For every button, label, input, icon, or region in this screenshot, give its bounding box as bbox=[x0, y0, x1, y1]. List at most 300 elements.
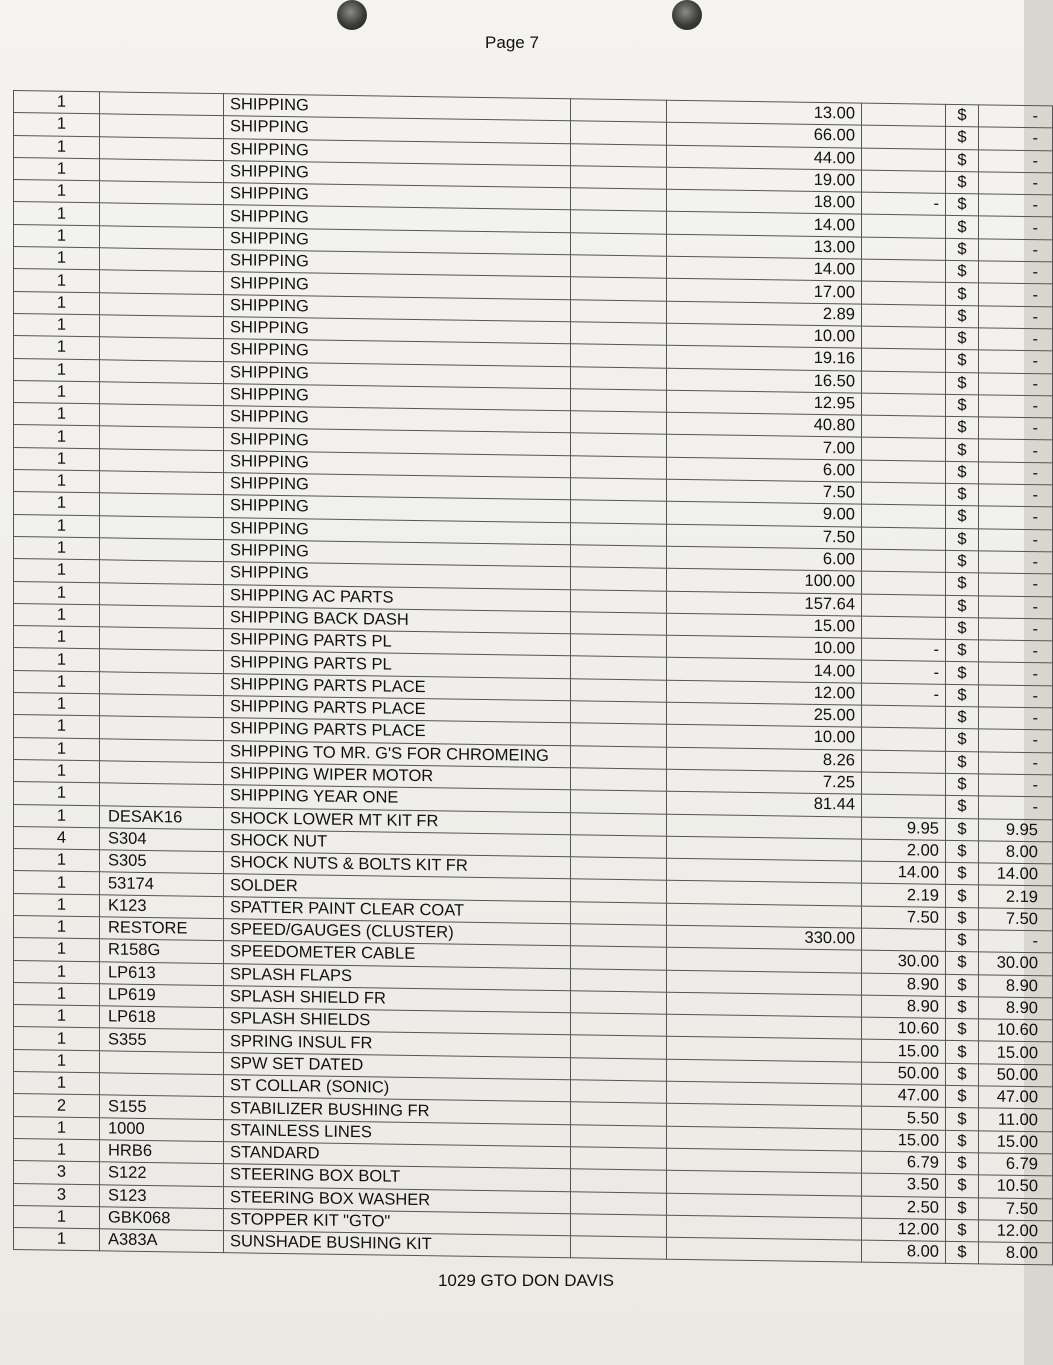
binder-hole-left bbox=[337, 0, 367, 30]
part-number-cell bbox=[100, 337, 224, 361]
currency-cell: $ bbox=[946, 974, 979, 997]
extended-price-cell: - bbox=[979, 662, 1053, 685]
parts-table bbox=[13, 90, 1053, 1266]
currency-cell: $ bbox=[946, 1152, 979, 1175]
extended-price-cell: - bbox=[979, 729, 1053, 752]
spacer-cell bbox=[571, 1214, 667, 1238]
quantity-cell: 1 bbox=[14, 1138, 100, 1162]
unit-price-cell bbox=[862, 527, 946, 551]
currency-cell: $ bbox=[946, 1041, 979, 1064]
part-number-cell bbox=[100, 1073, 224, 1097]
extended-price-cell: - bbox=[979, 261, 1053, 284]
quantity-cell: 1 bbox=[14, 447, 100, 471]
spacer-cell bbox=[571, 835, 667, 859]
part-number-cell bbox=[100, 672, 224, 696]
spacer-cell bbox=[571, 433, 667, 457]
estimate-cell bbox=[667, 1193, 862, 1218]
quantity-cell: 1 bbox=[14, 1027, 100, 1051]
estimate-cell bbox=[667, 814, 862, 839]
currency-cell: $ bbox=[946, 1219, 979, 1242]
currency-cell: $ bbox=[946, 194, 979, 217]
part-number-cell bbox=[100, 292, 224, 316]
currency-cell: $ bbox=[946, 1063, 979, 1086]
currency-cell: $ bbox=[946, 662, 979, 685]
extended-price-cell: 15.00 bbox=[979, 1041, 1053, 1064]
quantity-cell: 1 bbox=[14, 247, 100, 271]
extended-price-cell: - bbox=[979, 305, 1053, 328]
part-number-cell bbox=[100, 270, 224, 294]
spacer-cell bbox=[571, 879, 667, 903]
extended-price-cell: - bbox=[979, 484, 1053, 507]
quantity-cell: 1 bbox=[14, 759, 100, 783]
currency-cell: $ bbox=[946, 1019, 979, 1042]
part-number-cell: S122 bbox=[100, 1162, 224, 1186]
description-cell: SHIPPING YEAR ONE bbox=[224, 785, 571, 812]
extended-price-cell: 8.00 bbox=[979, 1242, 1053, 1265]
currency-cell: $ bbox=[946, 171, 979, 194]
spacer-cell bbox=[571, 389, 667, 413]
description-cell: SPLASH SHIELD FR bbox=[224, 985, 571, 1012]
part-number-cell bbox=[100, 560, 224, 584]
description-cell: SHOCK NUTS & BOLTS KIT FR bbox=[224, 852, 571, 879]
part-number-cell bbox=[100, 493, 224, 517]
unit-price-cell bbox=[862, 215, 946, 239]
estimate-cell: 100.00 bbox=[667, 568, 862, 593]
unit-price-cell: 8.90 bbox=[862, 995, 946, 1019]
extended-price-cell: - bbox=[979, 551, 1053, 574]
extended-price-cell: - bbox=[979, 506, 1053, 529]
extended-price-cell: - bbox=[979, 350, 1053, 373]
quantity-cell: 1 bbox=[14, 1049, 100, 1073]
extended-price-cell: - bbox=[979, 372, 1053, 395]
unit-price-cell bbox=[862, 348, 946, 372]
unit-price-cell bbox=[862, 705, 946, 729]
quantity-cell: 1 bbox=[14, 403, 100, 427]
extended-price-cell: 7.50 bbox=[979, 908, 1053, 931]
spacer-cell bbox=[571, 723, 667, 747]
estimate-cell: 14.00 bbox=[667, 212, 862, 237]
extended-price-cell: 9.95 bbox=[979, 818, 1053, 841]
extended-price-cell: - bbox=[979, 462, 1053, 485]
part-number-cell: S305 bbox=[100, 850, 224, 874]
description-cell: SPW SET DATED bbox=[224, 1052, 571, 1079]
currency-cell: $ bbox=[946, 238, 979, 261]
description-cell: SHIPPING bbox=[224, 205, 571, 232]
estimate-cell: 12.00 bbox=[667, 680, 862, 705]
extended-price-cell: - bbox=[979, 573, 1053, 596]
quantity-cell: 1 bbox=[14, 1205, 100, 1229]
extended-price-cell: 10.50 bbox=[979, 1175, 1053, 1198]
estimate-cell: 25.00 bbox=[667, 702, 862, 727]
spacer-cell bbox=[571, 589, 667, 613]
description-cell: SHIPPING PARTS PL bbox=[224, 629, 571, 656]
currency-cell: $ bbox=[946, 283, 979, 306]
estimate-cell bbox=[667, 1126, 862, 1151]
spacer-cell bbox=[571, 545, 667, 569]
extended-price-cell: - bbox=[979, 595, 1053, 618]
spacer-cell bbox=[571, 768, 667, 792]
currency-cell: $ bbox=[946, 506, 979, 529]
estimate-cell bbox=[667, 1037, 862, 1062]
extended-price-cell: - bbox=[979, 395, 1053, 418]
part-number-cell: A383A bbox=[100, 1229, 224, 1253]
unit-price-cell: - bbox=[862, 192, 946, 216]
currency-cell: $ bbox=[946, 1108, 979, 1131]
estimate-cell bbox=[667, 1014, 862, 1039]
quantity-cell: 1 bbox=[14, 358, 100, 382]
unit-price-cell: - bbox=[862, 661, 946, 685]
unit-price-cell bbox=[862, 148, 946, 172]
part-number-cell bbox=[100, 92, 224, 116]
extended-price-cell: 14.00 bbox=[979, 863, 1053, 886]
description-cell: SHOCK NUT bbox=[224, 829, 571, 856]
currency-cell: $ bbox=[946, 305, 979, 328]
quantity-cell: 1 bbox=[14, 1072, 100, 1096]
currency-cell: $ bbox=[946, 1085, 979, 1108]
currency-cell: $ bbox=[946, 862, 979, 885]
estimate-cell: 8.26 bbox=[667, 747, 862, 772]
spacer-cell bbox=[571, 901, 667, 925]
estimate-cell bbox=[667, 1104, 862, 1129]
description-cell: SHIPPING bbox=[224, 339, 571, 366]
unit-price-cell: 5.50 bbox=[862, 1106, 946, 1130]
description-cell: SHIPPING bbox=[224, 473, 571, 500]
quantity-cell: 1 bbox=[14, 737, 100, 761]
unit-price-cell: - bbox=[862, 638, 946, 662]
unit-price-cell bbox=[862, 616, 946, 640]
spacer-cell bbox=[571, 456, 667, 480]
extended-price-cell: - bbox=[979, 105, 1053, 128]
currency-cell: $ bbox=[946, 394, 979, 417]
extended-price-cell: - bbox=[979, 149, 1053, 172]
currency-cell: $ bbox=[946, 885, 979, 908]
extended-price-cell: - bbox=[979, 751, 1053, 774]
currency-cell: $ bbox=[946, 550, 979, 573]
extended-price-cell: - bbox=[979, 328, 1053, 351]
unit-price-cell bbox=[862, 259, 946, 283]
currency-cell: $ bbox=[946, 751, 979, 774]
estimate-cell: 10.00 bbox=[667, 725, 862, 750]
part-number-cell bbox=[100, 515, 224, 539]
spacer-cell bbox=[571, 1080, 667, 1104]
spacer-cell bbox=[571, 411, 667, 435]
estimate-cell: 13.00 bbox=[667, 100, 862, 125]
extended-price-cell: 7.50 bbox=[979, 1197, 1053, 1220]
description-cell: SHIPPING bbox=[224, 294, 571, 321]
part-number-cell: S304 bbox=[100, 828, 224, 852]
description-cell: SHIPPING bbox=[224, 183, 571, 210]
description-cell: SHIPPING bbox=[224, 450, 571, 477]
extended-price-cell: 50.00 bbox=[979, 1064, 1053, 1087]
unit-price-cell: 14.00 bbox=[862, 861, 946, 885]
part-number-cell bbox=[100, 627, 224, 651]
estimate-cell: 7.50 bbox=[667, 479, 862, 504]
description-cell: SPLASH SHIELDS bbox=[224, 1008, 571, 1035]
part-number-cell bbox=[100, 248, 224, 272]
estimate-cell bbox=[667, 836, 862, 861]
unit-price-cell: 12.00 bbox=[862, 1218, 946, 1242]
unit-price-cell: 15.00 bbox=[862, 1040, 946, 1064]
spacer-cell bbox=[571, 255, 667, 279]
part-number-cell bbox=[100, 649, 224, 673]
estimate-cell: 6.00 bbox=[667, 457, 862, 482]
estimate-cell: 10.00 bbox=[667, 323, 862, 348]
description-cell: STABILIZER BUSHING FR bbox=[224, 1097, 571, 1124]
unit-price-cell: 2.00 bbox=[862, 839, 946, 863]
spacer-cell bbox=[571, 188, 667, 212]
estimate-cell bbox=[667, 1215, 862, 1240]
quantity-cell: 1 bbox=[14, 626, 100, 650]
currency-cell: $ bbox=[946, 729, 979, 752]
unit-price-cell: 7.50 bbox=[862, 906, 946, 930]
footer-label: 1029 GTO DON DAVIS bbox=[437, 1271, 615, 1290]
description-cell: SHIPPING bbox=[224, 383, 571, 410]
binder-hole-right bbox=[672, 0, 702, 30]
part-number-cell bbox=[100, 449, 224, 473]
description-cell: STANDARD bbox=[224, 1142, 571, 1169]
description-cell: SPATTER PAINT CLEAR COAT bbox=[224, 896, 571, 923]
estimate-cell: 44.00 bbox=[667, 145, 862, 170]
description-cell: SHIPPING bbox=[224, 562, 571, 589]
description-cell: SHIPPING bbox=[224, 161, 571, 188]
description-cell: SHIPPING bbox=[224, 317, 571, 344]
description-cell: SHIPPING bbox=[224, 250, 571, 277]
spacer-cell bbox=[571, 99, 667, 123]
estimate-cell: 14.00 bbox=[667, 658, 862, 683]
unit-price-cell: - bbox=[862, 683, 946, 707]
description-cell: SHIPPING BACK DASH bbox=[224, 606, 571, 633]
description-cell: SPEEDOMETER CABLE bbox=[224, 941, 571, 968]
spacer-cell bbox=[571, 1102, 667, 1126]
unit-price-cell bbox=[862, 504, 946, 528]
part-number-cell: 53174 bbox=[100, 872, 224, 896]
unit-price-cell bbox=[862, 750, 946, 774]
description-cell: SUNSHADE BUSHING KIT bbox=[224, 1231, 571, 1258]
extended-price-cell: - bbox=[979, 127, 1053, 150]
extended-price-cell: - bbox=[979, 283, 1053, 306]
description-cell: SHIPPING WIPER MOTOR bbox=[224, 763, 571, 790]
unit-price-cell bbox=[862, 371, 946, 395]
extended-price-cell: - bbox=[979, 417, 1053, 440]
description-cell: STEERING BOX WASHER bbox=[224, 1186, 571, 1213]
unit-price-cell: 9.95 bbox=[862, 817, 946, 841]
unit-price-cell: 47.00 bbox=[862, 1084, 946, 1108]
extended-price-cell: - bbox=[979, 685, 1053, 708]
currency-cell: $ bbox=[946, 127, 979, 150]
part-number-cell bbox=[100, 114, 224, 138]
part-number-cell bbox=[100, 382, 224, 406]
estimate-cell bbox=[667, 858, 862, 883]
part-number-cell: LP619 bbox=[100, 984, 224, 1008]
unit-price-cell bbox=[862, 549, 946, 573]
unit-price-cell: 8.00 bbox=[862, 1240, 946, 1264]
extended-price-cell: 47.00 bbox=[979, 1086, 1053, 1109]
part-number-cell bbox=[100, 471, 224, 495]
estimate-cell: 6.00 bbox=[667, 546, 862, 571]
currency-cell: $ bbox=[946, 818, 979, 841]
part-number-cell bbox=[100, 136, 224, 160]
quantity-cell: 1 bbox=[14, 559, 100, 583]
currency-cell: $ bbox=[946, 573, 979, 596]
currency-cell: $ bbox=[946, 260, 979, 283]
part-number-cell bbox=[100, 605, 224, 629]
unit-price-cell bbox=[862, 482, 946, 506]
quantity-cell: 1 bbox=[14, 915, 100, 939]
part-number-cell bbox=[100, 716, 224, 740]
quantity-cell: 1 bbox=[14, 715, 100, 739]
description-cell: STAINLESS LINES bbox=[224, 1119, 571, 1146]
unit-price-cell bbox=[862, 727, 946, 751]
unit-price-cell bbox=[862, 326, 946, 350]
description-cell: SPRING INSUL FR bbox=[224, 1030, 571, 1057]
currency-cell: $ bbox=[946, 617, 979, 640]
part-number-cell: S155 bbox=[100, 1095, 224, 1119]
part-number-cell bbox=[100, 359, 224, 383]
estimate-cell: 17.00 bbox=[667, 279, 862, 304]
part-number-cell bbox=[100, 738, 224, 762]
currency-cell: $ bbox=[946, 639, 979, 662]
estimate-cell bbox=[667, 1059, 862, 1084]
spacer-cell bbox=[571, 299, 667, 323]
description-cell: SHIPPING AC PARTS bbox=[224, 584, 571, 611]
part-number-cell bbox=[100, 315, 224, 339]
estimate-cell: 7.50 bbox=[667, 524, 862, 549]
spacer-cell bbox=[571, 567, 667, 591]
estimate-cell bbox=[667, 992, 862, 1017]
spacer-cell bbox=[571, 701, 667, 725]
description-cell: SPEED/GAUGES (CLUSTER) bbox=[224, 919, 571, 946]
unit-price-cell bbox=[862, 438, 946, 462]
part-number-cell bbox=[100, 226, 224, 250]
spacer-cell bbox=[571, 1013, 667, 1037]
spacer-cell bbox=[571, 1058, 667, 1082]
spacer-cell bbox=[571, 812, 667, 836]
part-number-cell bbox=[100, 203, 224, 227]
quantity-cell: 1 bbox=[14, 871, 100, 895]
estimate-cell bbox=[667, 1237, 862, 1262]
currency-cell: $ bbox=[946, 372, 979, 395]
estimate-cell: 7.00 bbox=[667, 435, 862, 460]
estimate-cell: 81.44 bbox=[667, 791, 862, 816]
quantity-cell: 1 bbox=[14, 180, 100, 204]
part-number-cell bbox=[100, 1051, 224, 1075]
spacer-cell bbox=[571, 1035, 667, 1059]
currency-cell: $ bbox=[946, 350, 979, 373]
spacer-cell bbox=[571, 1236, 667, 1260]
description-cell: SHIPPING bbox=[224, 227, 571, 254]
description-cell: SHIPPING bbox=[224, 272, 571, 299]
quantity-cell: 1 bbox=[14, 782, 100, 806]
spacer-cell bbox=[571, 143, 667, 167]
spacer-cell bbox=[571, 121, 667, 145]
spacer-cell bbox=[571, 634, 667, 658]
part-number-cell: HRB6 bbox=[100, 1140, 224, 1164]
part-number-cell: R158G bbox=[100, 939, 224, 963]
quantity-cell: 1 bbox=[14, 536, 100, 560]
part-number-cell: K123 bbox=[100, 894, 224, 918]
estimate-cell: 66.00 bbox=[667, 122, 862, 147]
extended-price-cell: 8.90 bbox=[979, 997, 1053, 1020]
estimate-cell: 16.50 bbox=[667, 368, 862, 393]
currency-cell: $ bbox=[946, 416, 979, 439]
description-cell: SPLASH FLAPS bbox=[224, 963, 571, 990]
extended-price-cell: - bbox=[979, 796, 1053, 819]
estimate-cell: 157.64 bbox=[667, 591, 862, 616]
estimate-cell: 10.00 bbox=[667, 635, 862, 660]
spacer-cell bbox=[571, 656, 667, 680]
part-number-cell: S123 bbox=[100, 1184, 224, 1208]
unit-price-cell bbox=[862, 281, 946, 305]
quantity-cell: 1 bbox=[14, 336, 100, 360]
unit-price-cell bbox=[862, 125, 946, 149]
part-number-cell bbox=[100, 426, 224, 450]
quantity-cell: 1 bbox=[14, 291, 100, 315]
estimate-cell bbox=[667, 881, 862, 906]
description-cell: SHIPPING bbox=[224, 428, 571, 455]
estimate-cell: 19.16 bbox=[667, 345, 862, 370]
extended-price-cell: - bbox=[979, 194, 1053, 217]
unit-price-cell: 50.00 bbox=[862, 1062, 946, 1086]
quantity-cell: 1 bbox=[14, 648, 100, 672]
estimate-cell: 12.95 bbox=[667, 390, 862, 415]
extended-price-cell: - bbox=[979, 239, 1053, 262]
spacer-cell bbox=[571, 1169, 667, 1193]
estimate-cell: 7.25 bbox=[667, 769, 862, 794]
extended-price-cell: 30.00 bbox=[979, 952, 1053, 975]
currency-cell: $ bbox=[946, 461, 979, 484]
unit-price-cell bbox=[862, 170, 946, 194]
spacer-cell bbox=[571, 344, 667, 368]
spacer-cell bbox=[571, 1147, 667, 1171]
spacer-cell bbox=[571, 1191, 667, 1215]
extended-price-cell: - bbox=[979, 216, 1053, 239]
description-cell: SHIPPING bbox=[224, 540, 571, 567]
extended-price-cell: - bbox=[979, 618, 1053, 641]
quantity-cell: 1 bbox=[14, 893, 100, 917]
extended-price-cell: - bbox=[979, 707, 1053, 730]
unit-price-cell bbox=[862, 928, 946, 952]
currency-cell: $ bbox=[946, 104, 979, 127]
currency-cell: $ bbox=[946, 1241, 979, 1264]
spacer-cell bbox=[571, 277, 667, 301]
extended-price-cell: - bbox=[979, 528, 1053, 551]
parts-table-body bbox=[14, 91, 1053, 1266]
quantity-cell: 1 bbox=[14, 849, 100, 873]
currency-cell: $ bbox=[946, 706, 979, 729]
spacer-cell bbox=[571, 322, 667, 346]
description-cell: SHIPPING bbox=[224, 361, 571, 388]
description-cell: SHIPPING bbox=[224, 495, 571, 522]
unit-price-cell: 2.19 bbox=[862, 883, 946, 907]
spacer-cell bbox=[571, 924, 667, 948]
quantity-cell: 1 bbox=[14, 1228, 100, 1252]
extended-price-cell: - bbox=[979, 439, 1053, 462]
unit-price-cell bbox=[862, 103, 946, 127]
description-cell: SHOCK LOWER MT KIT FR bbox=[224, 807, 571, 834]
description-cell: SHIPPING PARTS PL bbox=[224, 651, 571, 678]
spacer-cell bbox=[571, 968, 667, 992]
currency-cell: $ bbox=[946, 439, 979, 462]
quantity-cell: 1 bbox=[14, 135, 100, 159]
spacer-cell bbox=[571, 745, 667, 769]
description-cell: SHIPPING bbox=[224, 116, 571, 143]
quantity-cell: 2 bbox=[14, 1094, 100, 1118]
quantity-cell: 1 bbox=[14, 269, 100, 293]
extended-price-cell: 10.60 bbox=[979, 1019, 1053, 1042]
spacer-cell bbox=[571, 612, 667, 636]
spacer-cell bbox=[571, 478, 667, 502]
quantity-cell: 1 bbox=[14, 425, 100, 449]
